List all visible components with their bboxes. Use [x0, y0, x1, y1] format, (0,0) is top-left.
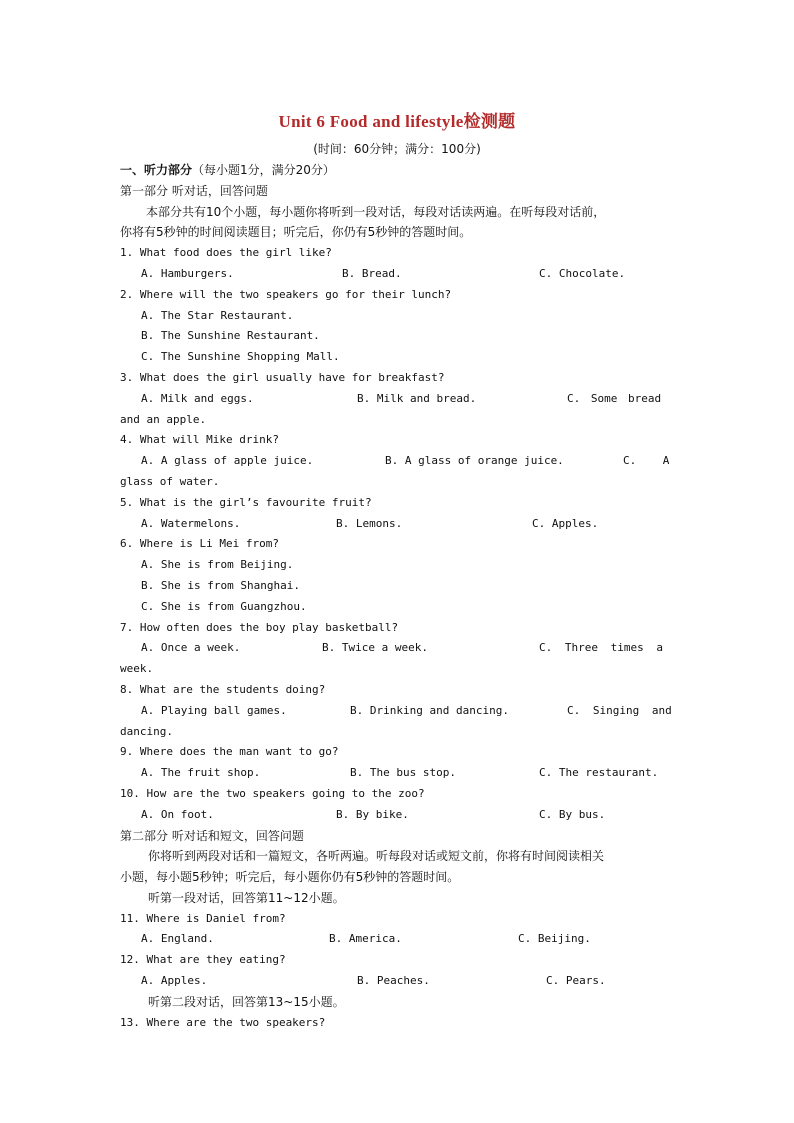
option-c: C. Singing and — [567, 703, 672, 717]
question-6-option-a: A. She is from Beijing. — [141, 558, 294, 572]
question-10: 10. How are the two speakers going to the zoo? — [120, 786, 425, 800]
option-b: B. America. — [329, 932, 402, 946]
option-c: C. Pears. — [546, 974, 606, 988]
question-3-options — [120, 389, 675, 410]
option-b: B. By bike. — [336, 807, 409, 821]
option-a: A. England. — [141, 932, 214, 946]
question-6-option-b: B. She is from Shanghai. — [141, 578, 300, 592]
option-c: C. The restaurant. — [539, 766, 659, 780]
option-b: B. The bus stop. — [350, 766, 456, 780]
option-c: C. Chocolate. — [539, 266, 626, 280]
question-3: 3. What does the girl usually have for breakfast? — [120, 370, 445, 384]
option-a: A. Hamburgers. — [141, 266, 234, 280]
question-2: 2. Where will the two speakers go for their lunch? — [120, 287, 452, 301]
exam-content — [120, 160, 675, 1033]
question-5-options — [120, 514, 675, 535]
question-6: 6. Where is Li Mei from? — [120, 537, 279, 551]
question-11-options — [120, 929, 675, 950]
option-a: A. Milk and eggs. — [141, 391, 254, 405]
option-a: A. The fruit shop. — [141, 766, 261, 780]
question-8-options — [120, 701, 675, 722]
section-heading-note: （每小题1分，满分20分） — [192, 163, 335, 177]
question-7-option-c-cont: week. — [120, 662, 154, 676]
option-b: B. Twice a week. — [322, 641, 428, 655]
option-b: B. Drinking and dancing. — [350, 703, 509, 717]
page-title: Unit 6 Food and lifestyle检测题 — [278, 112, 516, 131]
option-c: C. Beijing. — [518, 932, 591, 946]
question-1-options — [120, 264, 675, 285]
page-subtitle: (时间：60分钟；满分：100分) — [313, 142, 481, 156]
question-6-option-c: C. She is from Guangzhou. — [141, 599, 307, 613]
question-8-option-c-cont: dancing. — [120, 724, 173, 738]
question-4: 4. What will Mike drink? — [120, 433, 279, 447]
question-7-options — [120, 638, 675, 659]
part1-intro-line2: 你将有5秒钟的时间阅读题目；听完后，你仍有5秒钟的答题时间。 — [120, 225, 472, 240]
question-12-options — [120, 971, 675, 992]
option-a: A. On foot. — [141, 807, 214, 821]
question-4-options — [120, 451, 675, 472]
question-7: 7. How often does the boy play basketball? — [120, 620, 399, 634]
option-c: C. Three times a — [539, 641, 663, 655]
part1-intro-line1: 本部分共有10个小题，每小题你将听到一段对话，每段对话读两遍。在听每段对话前， — [146, 204, 606, 219]
question-9: 9. Where does the man want to go? — [120, 745, 339, 759]
option-b: B. A glass of orange juice. — [385, 454, 564, 468]
question-9-options — [120, 763, 675, 784]
option-b: B. Milk and bread. — [357, 391, 477, 405]
question-2-option-a: A. The Star Restaurant. — [141, 308, 294, 322]
question-11: 11. Where is Daniel from? — [120, 911, 286, 925]
option-c: C. A — [623, 454, 670, 468]
dialog2-instruction: 听第二段对话，回答第13~15小题。 — [148, 994, 345, 1009]
part2-title: 第二部分 听对话和短文，回答问题 — [120, 828, 304, 843]
option-a: A. Once a week. — [141, 641, 241, 655]
option-b: B. Lemons. — [336, 516, 403, 530]
section-heading — [120, 160, 675, 181]
dialog1-instruction: 听第一段对话，回答第11~12小题。 — [148, 890, 345, 905]
option-c: C. Some bread — [567, 391, 662, 405]
option-b: B. Peaches. — [357, 974, 430, 988]
option-c: C. By bus. — [539, 807, 606, 821]
option-a: A. A glass of apple juice. — [141, 454, 314, 468]
option-a: A. Watermelons. — [141, 516, 241, 530]
question-13: 13. Where are the two speakers? — [120, 1015, 326, 1029]
option-c: C. Apples. — [532, 516, 599, 530]
option-b: B. Bread. — [342, 266, 402, 280]
option-a: A. Playing ball games. — [141, 703, 287, 717]
question-2-option-b: B. The Sunshine Restaurant. — [141, 329, 320, 343]
question-4-option-c-cont: glass of water. — [120, 474, 220, 488]
option-a: A. Apples. — [141, 974, 208, 988]
question-10-options — [120, 805, 675, 826]
question-12: 12. What are they eating? — [120, 953, 286, 967]
question-8: 8. What are the students doing? — [120, 682, 326, 696]
question-1: 1. What food does the girl like? — [120, 246, 332, 260]
question-3-option-c-cont: and an apple. — [120, 412, 207, 426]
part2-intro-line2: 小题，每小题5秒钟；听完后，每小题你仍有5秒钟的答题时间。 — [120, 870, 460, 885]
question-2-option-c: C. The Sunshine Shopping Mall. — [141, 350, 340, 364]
part1-title: 第一部分 听对话，回答问题 — [120, 183, 268, 198]
question-5: 5. What is the girl’s favourite fruit? — [120, 495, 372, 509]
section-heading-title: 一、听力部分 — [120, 163, 193, 177]
part2-intro-line1: 你将听到两段对话和一篇短文，各听两遍。听每段对话或短文前，你将有时间阅读相关 — [148, 849, 605, 864]
